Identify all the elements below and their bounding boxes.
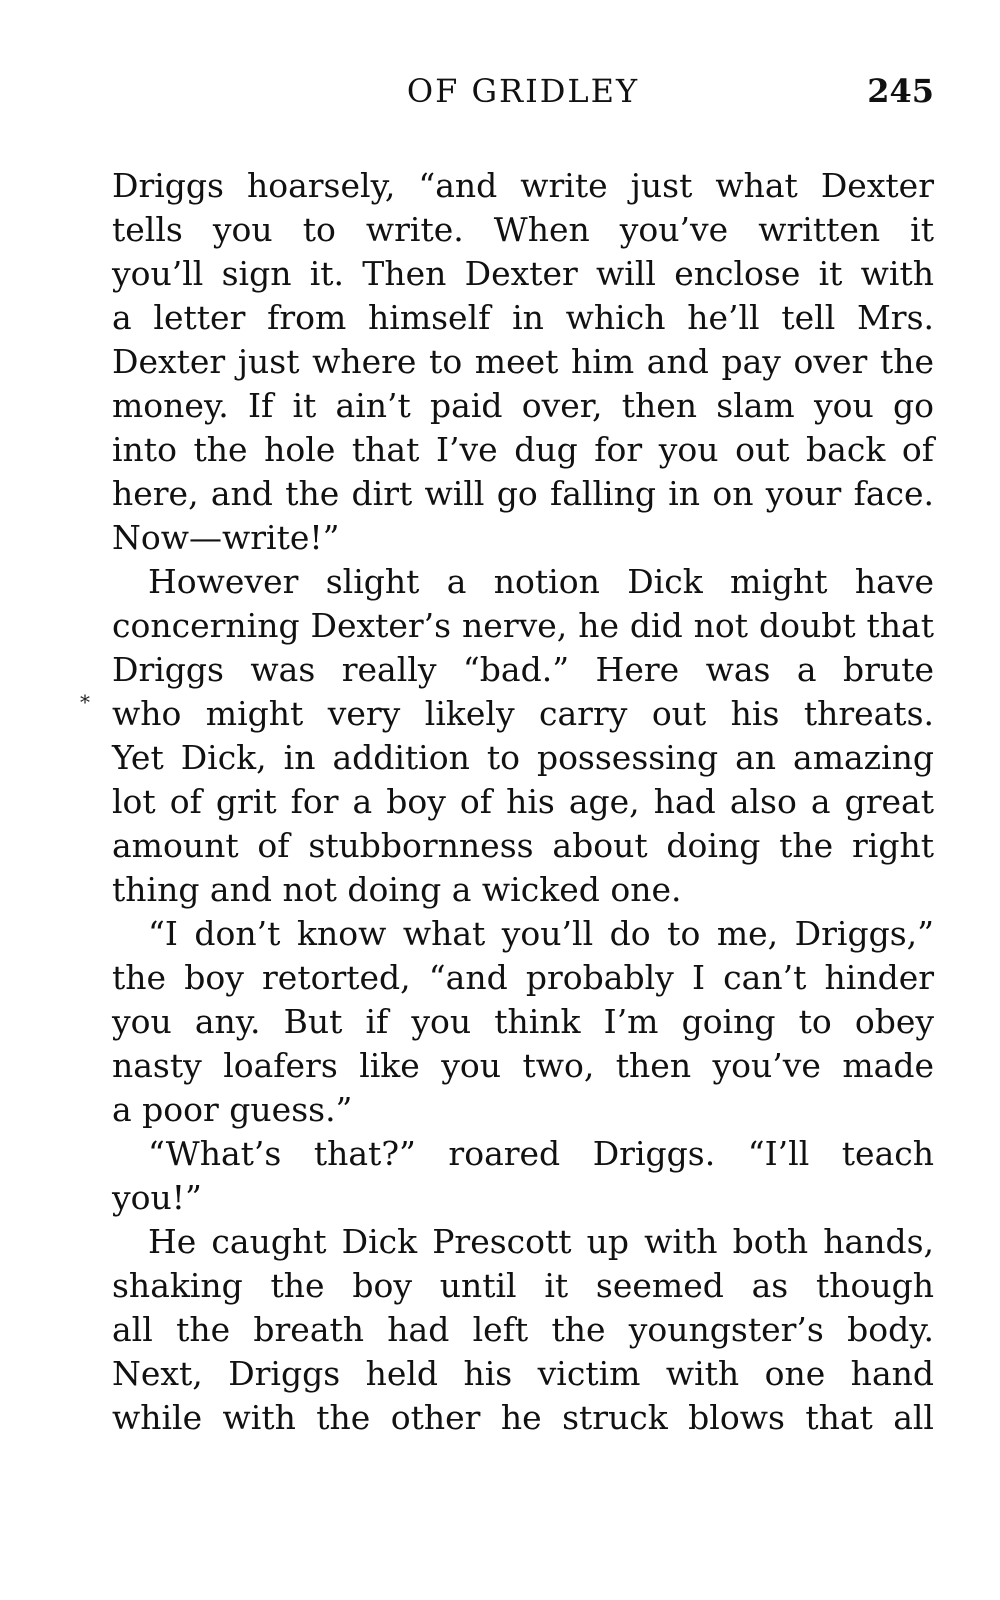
text-line: Driggs hoarsely, “and write just what Dexter — [112, 166, 934, 205]
running-head: OF GRIDLEY — [406, 72, 640, 110]
text-line: He caught Dick Prescott up with both hands, — [148, 1222, 934, 1261]
body-text — [112, 164, 934, 1440]
text-line: who might very likely carry out his threats. — [112, 694, 934, 733]
text-line: Next, Driggs held his victim with one hand — [112, 1354, 934, 1393]
text-line: Dexter just where to meet him and pay over the — [112, 342, 934, 381]
text-line: shaking the boy until it seemed as though — [112, 1266, 934, 1305]
text-line: Driggs was really “bad.” Here was a brute — [112, 650, 934, 689]
page-number: 245 — [867, 72, 934, 110]
paragraph-2 — [112, 560, 934, 912]
text-line: while with the other he struck blows that all — [112, 1398, 934, 1437]
text-line: concerning Dexter’s nerve, he did not doubt that — [112, 606, 934, 645]
text-line: you any. But if you think I’m going to obey — [112, 1002, 934, 1041]
paragraph-3 — [112, 912, 934, 1132]
paragraph-5 — [112, 1220, 934, 1440]
text-line: here, and the dirt will go falling in on your face. — [112, 474, 934, 513]
text-line: the boy retorted, “and probably I can’t hinder — [112, 958, 934, 997]
text-line: money. If it ain’t paid over, then slam you go — [112, 386, 934, 425]
text-line: you’ll sign it. Then Dexter will enclose it with — [112, 254, 934, 293]
text-line: into the hole that I’ve dug for you out back of — [112, 430, 934, 469]
margin-mark: * — [80, 690, 90, 714]
text-line: amount of stubbornness about doing the right — [112, 826, 934, 865]
page-header — [112, 72, 934, 122]
text-line: Yet Dick, in addition to possessing an amazing — [112, 738, 934, 777]
text-line: a letter from himself in which he’ll tell Mrs. — [112, 298, 934, 337]
paragraph-1 — [112, 164, 934, 560]
text-line: you!” — [112, 1178, 202, 1217]
text-line: a poor guess.” — [112, 1090, 353, 1129]
text-line: However slight a notion Dick might have — [148, 562, 934, 601]
text-line: thing and not doing a wicked one. — [112, 870, 682, 909]
text-line: Now—write!” — [112, 518, 340, 557]
text-line: nasty loafers like you two, then you’ve made — [112, 1046, 934, 1085]
text-line: “I don’t know what you’ll do to me, Driggs,” — [148, 914, 934, 953]
paragraph-4 — [112, 1132, 934, 1220]
text-line: lot of grit for a boy of his age, had also a great — [112, 782, 934, 821]
text-line: “What’s that?” roared Driggs. “I’ll teach — [148, 1134, 934, 1173]
text-line: all the breath had left the youngster’s body. — [112, 1310, 934, 1349]
text-line: tells you to write. When you’ve written it — [112, 210, 934, 249]
